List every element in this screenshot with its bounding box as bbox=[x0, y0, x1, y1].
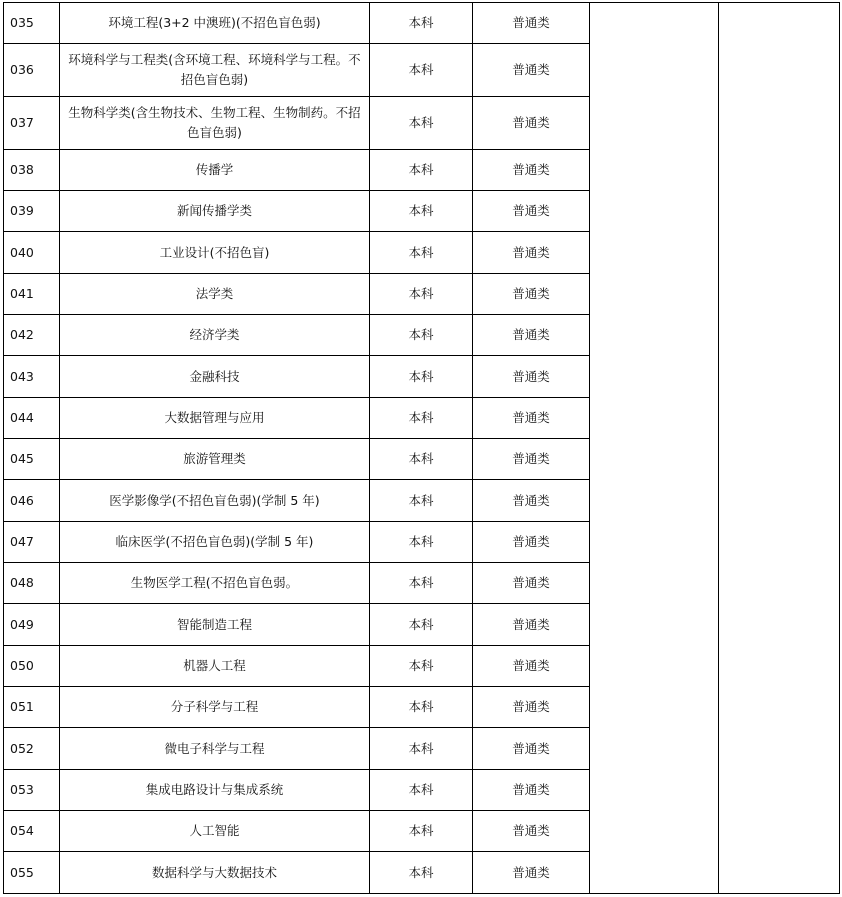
category-type: 普通类 bbox=[473, 770, 590, 811]
major-name: 新闻传播学类 bbox=[60, 191, 370, 232]
major-name: 旅游管理类 bbox=[60, 439, 370, 480]
major-code: 044 bbox=[4, 398, 60, 439]
major-code: 041 bbox=[4, 274, 60, 315]
major-name: 法学类 bbox=[60, 274, 370, 315]
education-level: 本科 bbox=[370, 604, 473, 646]
category-type: 普通类 bbox=[473, 191, 590, 232]
category-type: 普通类 bbox=[473, 356, 590, 398]
major-code: 040 bbox=[4, 232, 60, 274]
education-level: 本科 bbox=[370, 728, 473, 770]
major-name: 环境科学与工程类(含环境工程、环境科学与工程。不招色盲色弱) bbox=[60, 44, 370, 97]
education-level: 本科 bbox=[370, 274, 473, 315]
major-name: 智能制造工程 bbox=[60, 604, 370, 646]
category-type: 普通类 bbox=[473, 232, 590, 274]
major-name: 人工智能 bbox=[60, 811, 370, 852]
major-code: 045 bbox=[4, 439, 60, 480]
education-level: 本科 bbox=[370, 480, 473, 522]
major-name: 机器人工程 bbox=[60, 646, 370, 687]
category-type: 普通类 bbox=[473, 563, 590, 604]
education-level: 本科 bbox=[370, 687, 473, 728]
education-level: 本科 bbox=[370, 3, 473, 44]
category-type: 普通类 bbox=[473, 852, 590, 894]
category-type: 普通类 bbox=[473, 439, 590, 480]
major-name: 集成电路设计与集成系统 bbox=[60, 770, 370, 811]
education-level: 本科 bbox=[370, 811, 473, 852]
category-type: 普通类 bbox=[473, 687, 590, 728]
major-code: 038 bbox=[4, 150, 60, 191]
major-code: 050 bbox=[4, 646, 60, 687]
category-type: 普通类 bbox=[473, 398, 590, 439]
education-level: 本科 bbox=[370, 232, 473, 274]
major-name: 生物医学工程(不招色盲色弱。 bbox=[60, 563, 370, 604]
major-name: 医学影像学(不招色盲色弱)(学制 5 年) bbox=[60, 480, 370, 522]
category-type: 普通类 bbox=[473, 728, 590, 770]
category-type: 普通类 bbox=[473, 44, 590, 97]
major-code: 037 bbox=[4, 97, 60, 150]
major-name: 环境工程(3+2 中澳班)(不招色盲色弱) bbox=[60, 3, 370, 44]
major-code: 036 bbox=[4, 44, 60, 97]
empty-column-cell bbox=[590, 3, 719, 894]
education-level: 本科 bbox=[370, 852, 473, 894]
majors-table bbox=[3, 2, 840, 894]
major-code: 046 bbox=[4, 480, 60, 522]
major-code: 051 bbox=[4, 687, 60, 728]
major-name: 大数据管理与应用 bbox=[60, 398, 370, 439]
category-type: 普通类 bbox=[473, 150, 590, 191]
major-name: 传播学 bbox=[60, 150, 370, 191]
empty-column-cell bbox=[719, 3, 840, 894]
education-level: 本科 bbox=[370, 439, 473, 480]
category-type: 普通类 bbox=[473, 97, 590, 150]
major-name: 分子科学与工程 bbox=[60, 687, 370, 728]
major-code: 035 bbox=[4, 3, 60, 44]
major-code: 052 bbox=[4, 728, 60, 770]
education-level: 本科 bbox=[370, 44, 473, 97]
education-level: 本科 bbox=[370, 398, 473, 439]
major-code: 039 bbox=[4, 191, 60, 232]
major-name: 工业设计(不招色盲) bbox=[60, 232, 370, 274]
major-name: 经济学类 bbox=[60, 315, 370, 356]
education-level: 本科 bbox=[370, 150, 473, 191]
category-type: 普通类 bbox=[473, 522, 590, 563]
category-type: 普通类 bbox=[473, 604, 590, 646]
major-code: 048 bbox=[4, 563, 60, 604]
category-type: 普通类 bbox=[473, 811, 590, 852]
category-type: 普通类 bbox=[473, 646, 590, 687]
major-code: 043 bbox=[4, 356, 60, 398]
category-type: 普通类 bbox=[473, 3, 590, 44]
education-level: 本科 bbox=[370, 97, 473, 150]
major-name: 微电子科学与工程 bbox=[60, 728, 370, 770]
category-type: 普通类 bbox=[473, 480, 590, 522]
education-level: 本科 bbox=[370, 356, 473, 398]
major-code: 042 bbox=[4, 315, 60, 356]
major-code: 055 bbox=[4, 852, 60, 894]
major-code: 053 bbox=[4, 770, 60, 811]
category-type: 普通类 bbox=[473, 274, 590, 315]
major-name: 数据科学与大数据技术 bbox=[60, 852, 370, 894]
education-level: 本科 bbox=[370, 522, 473, 563]
category-type: 普通类 bbox=[473, 315, 590, 356]
education-level: 本科 bbox=[370, 646, 473, 687]
major-name: 生物科学类(含生物技术、生物工程、生物制药。不招色盲色弱) bbox=[60, 97, 370, 150]
major-code: 054 bbox=[4, 811, 60, 852]
education-level: 本科 bbox=[370, 191, 473, 232]
education-level: 本科 bbox=[370, 563, 473, 604]
major-name: 金融科技 bbox=[60, 356, 370, 398]
education-level: 本科 bbox=[370, 315, 473, 356]
education-level: 本科 bbox=[370, 770, 473, 811]
major-name: 临床医学(不招色盲色弱)(学制 5 年) bbox=[60, 522, 370, 563]
major-code: 047 bbox=[4, 522, 60, 563]
table-row bbox=[4, 3, 840, 44]
major-code: 049 bbox=[4, 604, 60, 646]
